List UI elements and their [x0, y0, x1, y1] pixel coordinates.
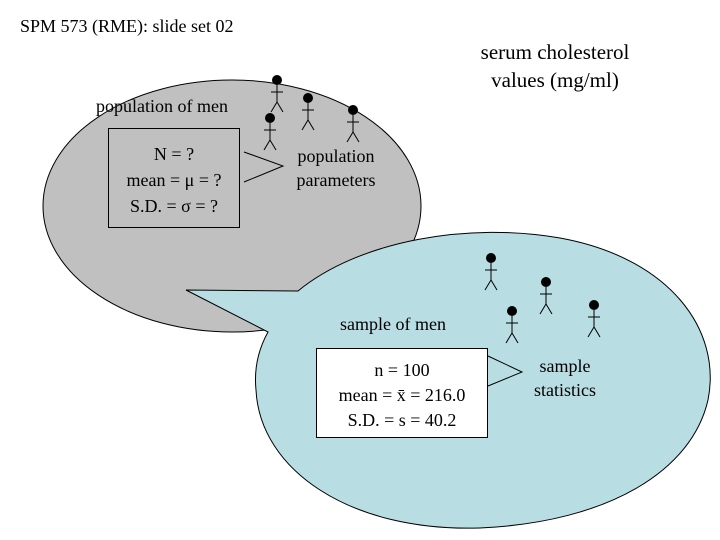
population-mean: mean = μ = ?	[126, 170, 222, 190]
population-label: population of men	[96, 96, 228, 116]
sample-sd: S.D. = s = 40.2	[347, 410, 457, 430]
title-line-1: serum cholesterol	[480, 40, 630, 64]
population-n: N = ?	[153, 144, 195, 164]
title-line-2: values (mg/ml)	[491, 68, 619, 92]
callout-line-2: parameters	[296, 170, 376, 190]
slide-header: SPM 573 (RME): slide set 02	[20, 16, 234, 36]
population-parameters-callout	[284, 144, 388, 192]
sample-statistics-box	[316, 348, 488, 438]
sample-n: n = 100	[374, 360, 430, 380]
callout-line-2: statistics	[534, 380, 596, 400]
callout-line-1: sample	[539, 356, 591, 376]
sample-statistics-callout	[520, 354, 610, 402]
sample-label: sample of men	[340, 314, 446, 334]
population-sd: S.D. = σ = ?	[129, 196, 218, 216]
population-parameters-box	[108, 128, 240, 228]
sample-mean: mean = x̄ = 216.0	[338, 385, 466, 405]
callout-line-1: population	[297, 146, 375, 166]
